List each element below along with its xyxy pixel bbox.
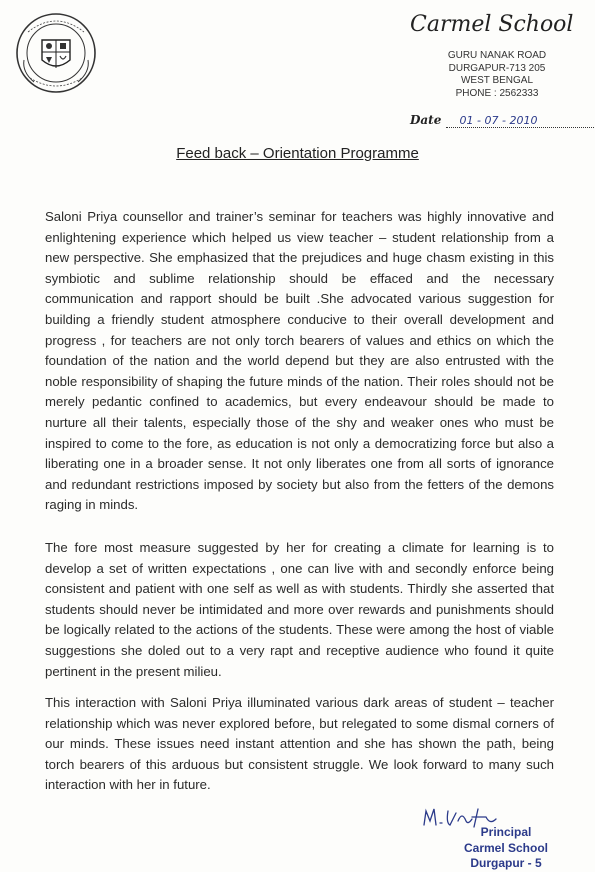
signature-block	[462, 825, 550, 872]
date-row	[410, 113, 595, 128]
signatory-title: Principal	[480, 825, 532, 839]
document-title: Feed back – Orientation Programme	[176, 145, 419, 162]
address-line: GURU NANAK ROAD	[447, 50, 547, 61]
address-line: PHONE : 2562333	[455, 87, 539, 99]
body-paragraph: The fore most measure suggested by her for creating a climate for learning is to develop a set of written expectations , one can live with and secondly enforce being consistent and patient with one self as well as with students. Thirdly she asserted that students should never be intimidated and more over rewards and punishments should be logically related to the actions of the students. These were among the host of viable suggestions she doled out to a very rapt and receptive audience who found it quite pertinent in the present milieu.	[45, 540, 554, 679]
signatory-place: Durgapur - 5	[470, 856, 542, 870]
school-crest-logo	[14, 10, 98, 96]
school-name: Carmel School	[410, 12, 574, 37]
signatory-school: Carmel School	[463, 840, 549, 855]
address-line: DURGAPUR-713 205	[448, 62, 546, 74]
body-paragraph: This interaction with Saloni Priya illuminated various dark areas of student – teacher relationship which was never explored before, but relegated to some dismal corners of our minds. These issues need instant attention and she has shown the path, being torch bearers of this arduous but consistent struggle. We look forward to many such interaction with her in future.	[45, 695, 554, 793]
address-line: WEST BENGAL	[460, 75, 534, 86]
date-label: Date	[410, 113, 442, 127]
school-address	[442, 50, 552, 100]
body-paragraph: Saloni Priya counsellor and trainer’s seminar for teachers was highly innovative and enlightening experience which helped us view teacher – student relationship from a new perspective. She emphasized that the prejudices and huge chasm existing in this symbiotic and sublime relationship should be effaced and the necessary communication and rapport should be built .She advocated various suggestion for building a friendly student atmosphere conducive to their overall development and progress , for teachers are not only torch bearers of values and ethics on which the foundation of the nation and the world depend but they are also entrusted with the noble responsibility of shaping the future minds of the nation. Their roles should not be merely pedantic confined to academics, but every endeavour should be made to nurture all their talents, especially those of the shy and weaker ones who must be inspired to come to the fore, as education is not only a democratizing force but also a liberating one in a broader sense. It not only liberates one from all sorts of ignorance and redundant restrictions imposed by society but also from the fetters of the demons raging in minds.	[45, 209, 554, 513]
date-value: 01 - 07 - 2010	[446, 114, 595, 128]
